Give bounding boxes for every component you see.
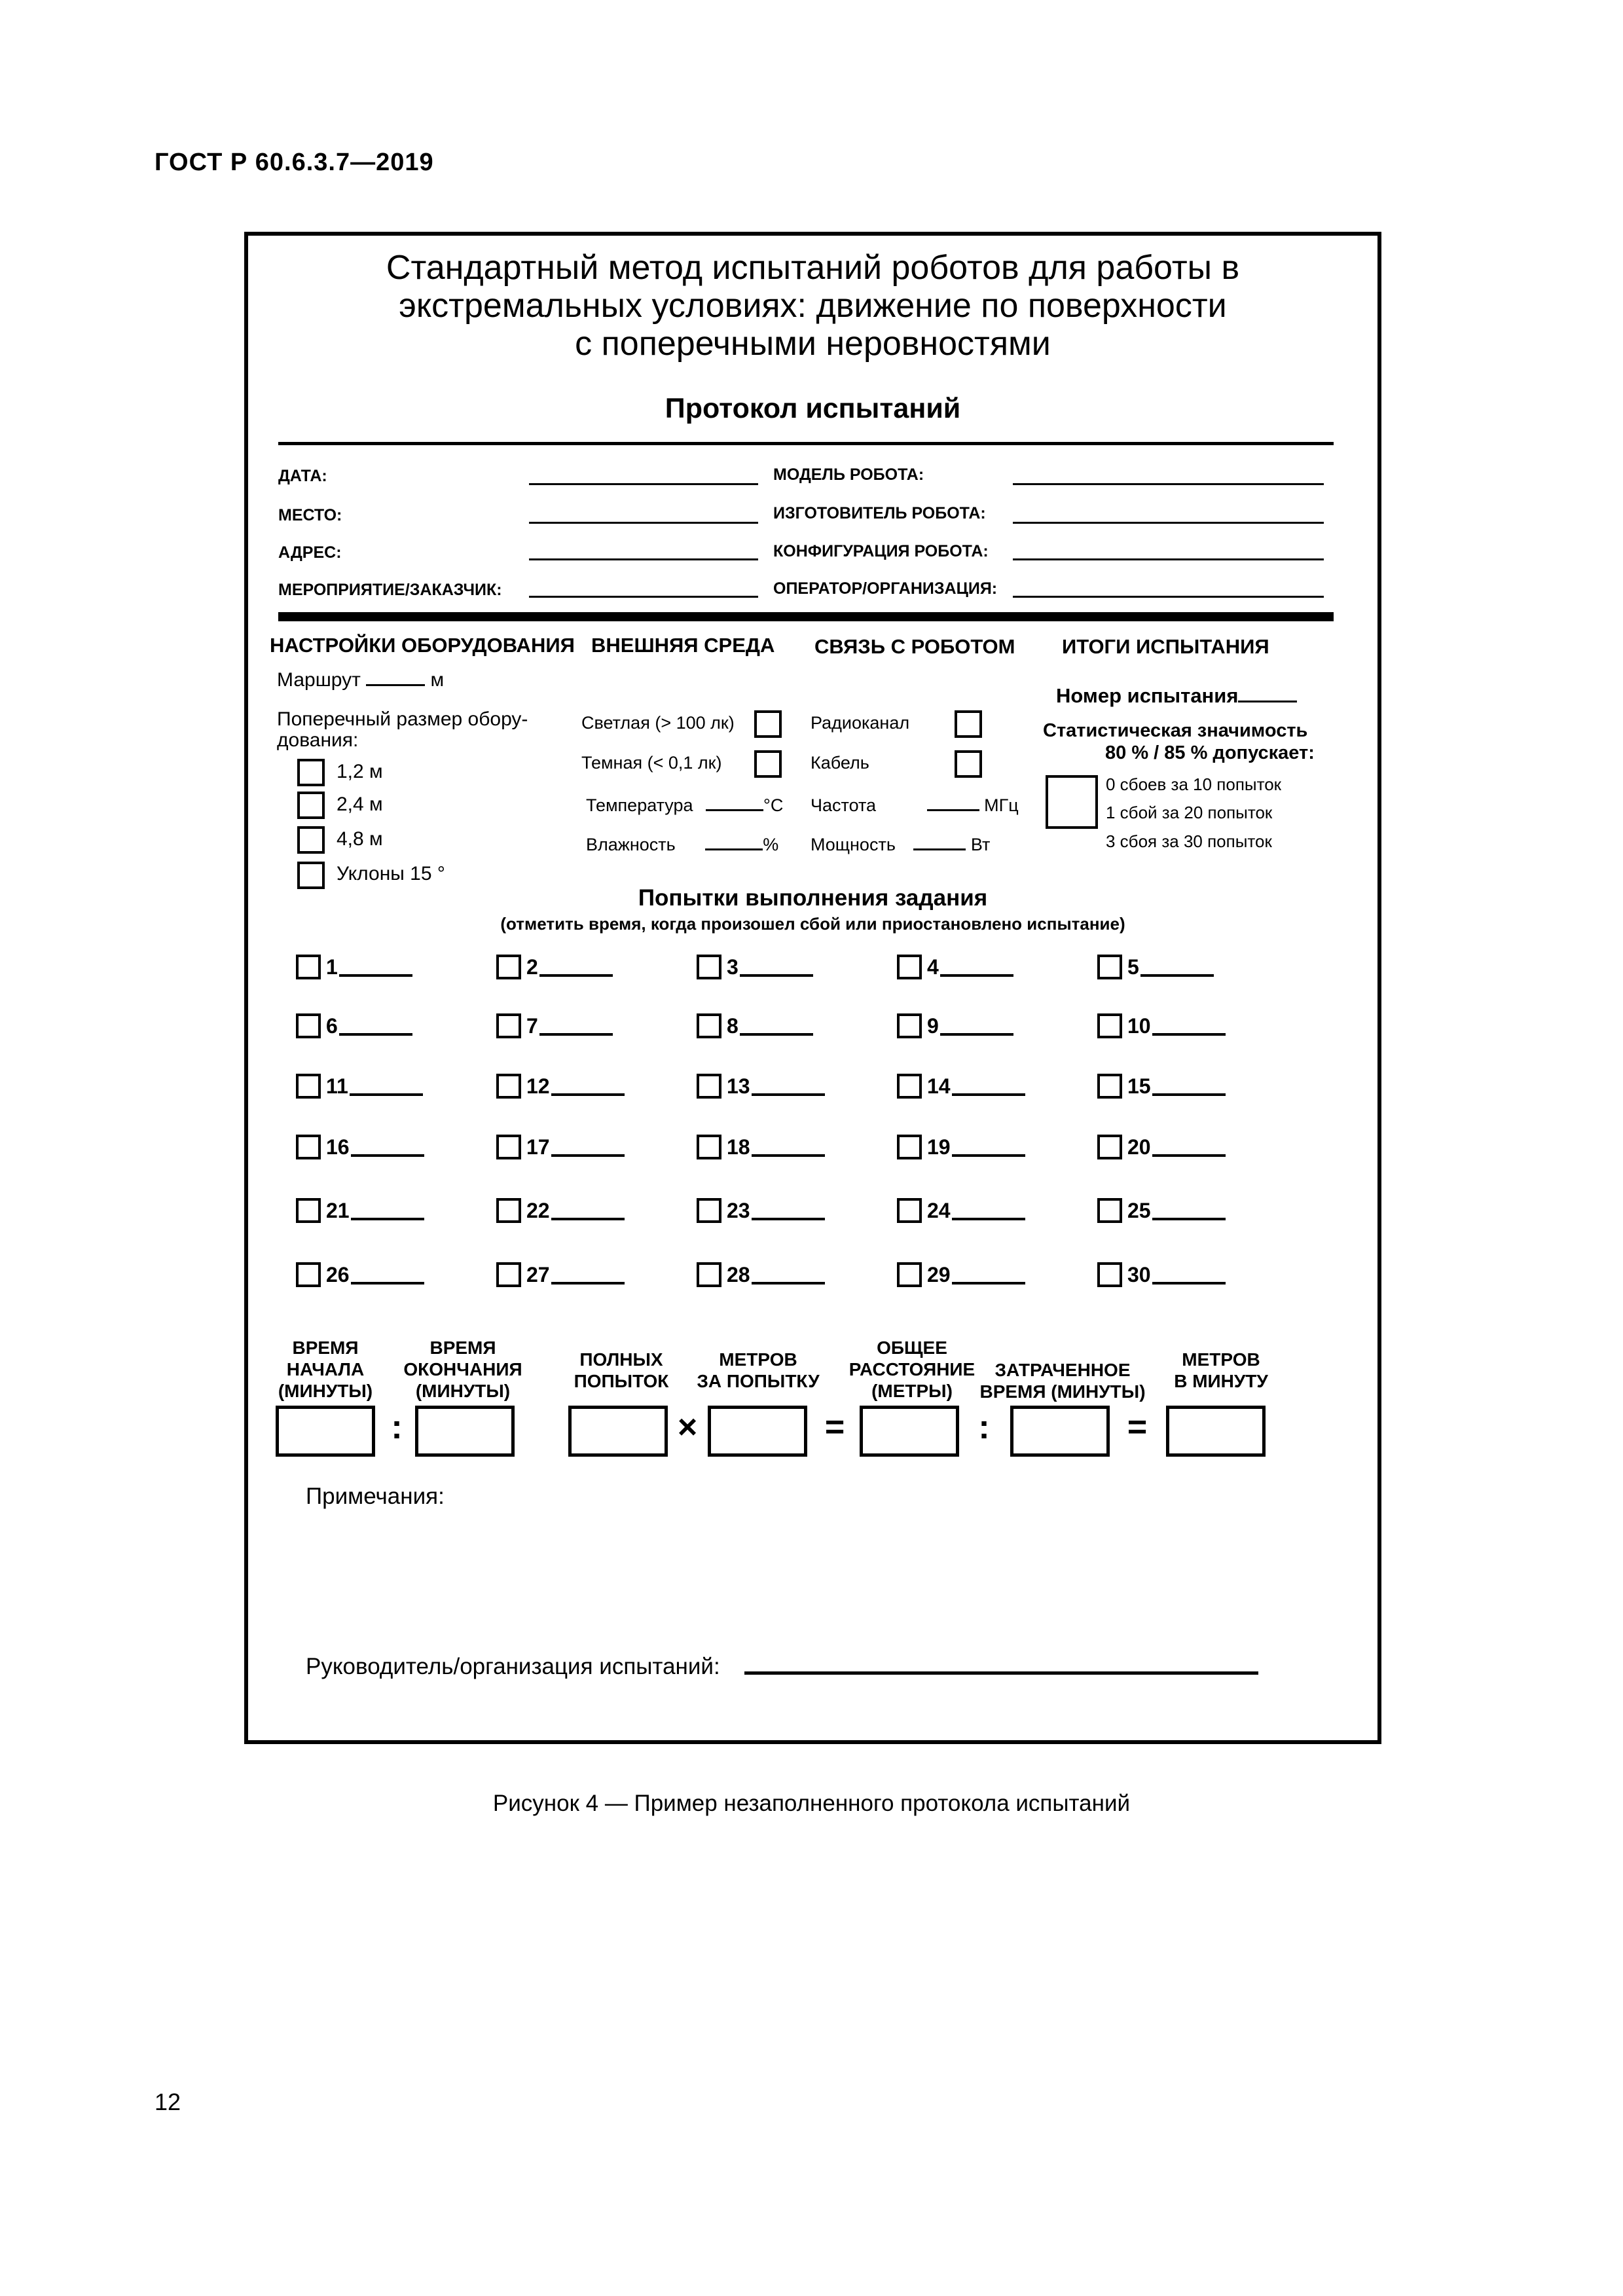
attempt-checkbox[interactable]	[296, 1013, 321, 1038]
attempt-number: 7	[526, 1014, 538, 1038]
attempt-time-blank[interactable]	[551, 1218, 625, 1220]
attempt-item[interactable]	[496, 1013, 613, 1038]
field-label: КОНФИГУРАЦИЯ РОБОТА:	[773, 542, 989, 560]
power-label: Мощность	[811, 835, 896, 854]
calc-header-meters-per-attempt	[693, 1349, 824, 1392]
attempt-time-blank[interactable]	[551, 1282, 625, 1285]
calc-header-total-distance	[843, 1337, 981, 1402]
operator-equals: =	[1127, 1408, 1148, 1446]
cross-size-label	[277, 709, 528, 751]
form-title-line: экстремальных условиях: движение по поверхности	[399, 287, 1227, 325]
attempt-time-blank[interactable]	[539, 1033, 613, 1036]
route-unit: м	[430, 669, 445, 691]
option-1-2m-checkbox[interactable]	[297, 759, 325, 786]
attempt-checkbox[interactable]	[897, 955, 922, 979]
attempt-number: 4	[927, 955, 939, 979]
significance-line: Статистическая значимость	[1043, 720, 1308, 741]
elapsed-time-box[interactable]	[1010, 1406, 1110, 1457]
attempt-number: 24	[927, 1199, 951, 1222]
significance-line: 80 % / 85 % допускает:	[1105, 742, 1315, 763]
attempt-number: 13	[727, 1074, 750, 1098]
attempt-time-blank[interactable]	[1152, 1093, 1226, 1096]
dark-label: Темная (< 0,1 лк)	[581, 753, 722, 773]
calc-header-line: ЗА ПОПЫТКУ	[697, 1371, 820, 1391]
attempt-number: 17	[526, 1135, 550, 1159]
attempt-item[interactable]	[1097, 1262, 1226, 1287]
attempt-time-blank[interactable]	[952, 1093, 1025, 1096]
attempt-number: 10	[1127, 1014, 1151, 1038]
full-attempts-box[interactable]	[568, 1406, 668, 1457]
attempt-item[interactable]	[897, 955, 1013, 979]
attempt-time-blank[interactable]	[952, 1282, 1025, 1285]
attempt-item[interactable]	[496, 1135, 625, 1159]
attempt-checkbox[interactable]	[697, 1262, 721, 1287]
attempt-checkbox[interactable]	[1097, 955, 1122, 979]
field-label: АДРЕС:	[278, 543, 342, 562]
attempt-item[interactable]	[296, 1013, 412, 1038]
route-field[interactable]	[277, 669, 444, 691]
attempt-time-blank[interactable]	[539, 974, 613, 977]
field-label: МОДЕЛЬ РОБОТА:	[773, 465, 924, 484]
calc-header-line: (МИНУТЫ)	[415, 1381, 511, 1401]
light-label: Светлая (> 100 лк)	[581, 713, 735, 733]
attempt-number: 27	[526, 1263, 550, 1286]
attempt-number: 5	[1127, 955, 1139, 979]
field-line[interactable]	[1013, 558, 1324, 560]
power-unit: Вт	[970, 835, 991, 854]
attempt-number: 14	[927, 1074, 951, 1098]
humidity-field[interactable]	[586, 835, 778, 855]
attempt-checkbox[interactable]	[496, 1135, 521, 1159]
calc-header-line: ПОПЫТОК	[574, 1371, 669, 1391]
attempt-time-blank[interactable]	[339, 974, 412, 977]
criteria-line: 1 сбой за 20 попыток	[1106, 803, 1273, 822]
attempt-time-blank[interactable]	[1152, 1033, 1226, 1036]
form-frame	[244, 232, 1381, 1744]
attempt-checkbox[interactable]	[697, 1135, 721, 1159]
attempt-checkbox[interactable]	[697, 1074, 721, 1099]
cross-size-label-line: дования:	[277, 729, 359, 751]
operator-colon: :	[391, 1408, 403, 1446]
calc-header-full-attempts	[566, 1349, 677, 1392]
divider-thick	[278, 612, 1334, 621]
option-label: 1,2 м	[337, 761, 383, 782]
field-label: МЕСТО:	[278, 506, 342, 524]
attempt-checkbox[interactable]	[697, 955, 721, 979]
attempt-number: 8	[727, 1014, 739, 1038]
attempt-number: 1	[326, 955, 338, 979]
power-blank[interactable]	[913, 848, 966, 850]
form-title-line: Стандартный метод испытаний роботов для работы в	[386, 249, 1240, 287]
start-time-box[interactable]	[276, 1406, 375, 1457]
attempt-item[interactable]	[897, 1013, 1013, 1038]
attempt-item[interactable]	[697, 1262, 825, 1287]
humidity-blank[interactable]	[705, 848, 763, 850]
attempt-number: 21	[326, 1199, 350, 1222]
option-label: 2,4 м	[337, 793, 383, 815]
attempt-number: 15	[1127, 1074, 1151, 1098]
attempt-item[interactable]	[1097, 1135, 1226, 1159]
temperature-blank[interactable]	[706, 809, 763, 811]
attempt-time-blank[interactable]	[350, 1093, 423, 1096]
attempt-item[interactable]	[697, 1013, 813, 1038]
option-label: 4,8 м	[337, 828, 383, 850]
settings-heading: НАСТРОЙКИ ОБОРУДОВАНИЯ	[270, 634, 575, 657]
frequency-unit: МГц	[984, 795, 1019, 815]
attempt-number: 3	[727, 955, 739, 979]
attempt-item[interactable]	[897, 1135, 1025, 1159]
attempt-checkbox[interactable]	[897, 1198, 922, 1223]
operator-multiply: ×	[677, 1408, 698, 1446]
attempt-item[interactable]	[897, 1074, 1025, 1099]
calc-header-line: МЕТРОВ	[1182, 1349, 1260, 1370]
attempt-checkbox[interactable]	[1097, 1198, 1122, 1223]
figure-caption: Рисунок 4 — Пример незаполненного протокола испытаний	[492, 1791, 1131, 1816]
attempt-item[interactable]	[496, 1262, 625, 1287]
calc-header-line: ОКОНЧАНИЯ	[403, 1359, 522, 1379]
dark-checkbox[interactable]	[754, 750, 782, 778]
attempt-time-blank[interactable]	[1140, 974, 1214, 977]
attempt-time-blank[interactable]	[351, 1154, 424, 1157]
option-4-8m-checkbox[interactable]	[297, 826, 325, 854]
option-label: Уклоны 15 °	[337, 863, 445, 884]
attempt-checkbox[interactable]	[496, 1262, 521, 1287]
document-code: ГОСТ Р 60.6.3.7—2019	[155, 149, 434, 176]
cable-label: Кабель	[811, 753, 869, 773]
attempt-item[interactable]	[296, 1262, 424, 1287]
calc-header-line: (МИНУТЫ)	[278, 1381, 373, 1401]
attempt-number: 12	[526, 1074, 550, 1098]
attempt-item[interactable]	[496, 1074, 625, 1099]
calc-header-line: ПОЛНЫХ	[579, 1349, 663, 1370]
attempt-time-blank[interactable]	[339, 1033, 412, 1036]
attempt-time-blank[interactable]	[952, 1154, 1025, 1157]
attempt-number: 29	[927, 1263, 951, 1286]
cross-size-label-line: Поперечный размер обору-	[277, 708, 528, 730]
page-number: 12	[155, 2088, 181, 2115]
attempt-number: 2	[526, 955, 538, 979]
attempt-number: 26	[326, 1263, 350, 1286]
field-line[interactable]	[529, 483, 758, 485]
attempt-item[interactable]	[1097, 1013, 1226, 1038]
calc-header-line: МЕТРОВ	[719, 1349, 797, 1370]
attempt-checkbox[interactable]	[296, 1262, 321, 1287]
attempt-item[interactable]	[697, 955, 813, 979]
supervisor-line[interactable]	[744, 1671, 1258, 1675]
humidity-label: Влажность	[586, 835, 676, 854]
attempt-item[interactable]	[897, 1262, 1025, 1287]
calc-header-end-time	[401, 1337, 525, 1402]
option-2-4m-checkbox[interactable]	[297, 792, 325, 819]
form-title-line: с поперечными неровностями	[575, 325, 1051, 363]
attempt-time-blank[interactable]	[351, 1218, 424, 1220]
attempt-checkbox[interactable]	[897, 1262, 922, 1287]
field-line[interactable]	[529, 558, 758, 560]
attempt-checkbox[interactable]	[897, 1074, 922, 1099]
attempt-item[interactable]	[897, 1198, 1025, 1223]
calc-header-line: ВРЕМЯ	[292, 1338, 359, 1358]
attempt-checkbox[interactable]	[496, 1198, 521, 1223]
attempt-time-blank[interactable]	[1152, 1154, 1226, 1157]
calc-header-line: (МЕТРЫ)	[871, 1381, 953, 1401]
result-box[interactable]	[1046, 775, 1098, 829]
attempt-time-blank[interactable]	[740, 974, 813, 977]
field-line[interactable]	[529, 522, 758, 524]
environment-heading: ВНЕШНЯЯ СРЕДА	[591, 634, 775, 657]
attempt-checkbox[interactable]	[496, 955, 521, 979]
calc-header-line: В МИНУТУ	[1174, 1371, 1268, 1391]
total-distance-box[interactable]	[860, 1406, 959, 1457]
route-blank[interactable]	[366, 684, 425, 686]
meters-per-attempt-box[interactable]	[708, 1406, 807, 1457]
criteria-line: 3 сбоя за 30 попыток	[1106, 831, 1272, 851]
attempt-checkbox[interactable]	[496, 1013, 521, 1038]
attempt-checkbox[interactable]	[296, 1074, 321, 1099]
attempt-time-blank[interactable]	[351, 1282, 424, 1285]
calc-header-meters-per-minute	[1165, 1349, 1277, 1392]
field-label: ИЗГОТОВИТЕЛЬ РОБОТА:	[773, 504, 986, 522]
calc-header-line: НАЧАЛА	[286, 1359, 365, 1379]
route-label: Маршрут	[277, 669, 361, 691]
attempt-checkbox[interactable]	[296, 1198, 321, 1223]
attempt-time-blank[interactable]	[1152, 1218, 1226, 1220]
attempt-number: 25	[1127, 1199, 1151, 1222]
attempt-number: 18	[727, 1135, 750, 1159]
frequency-label: Частота	[811, 795, 877, 815]
attempt-checkbox[interactable]	[296, 955, 321, 979]
calc-header-line: ОБЩЕЕ	[877, 1338, 947, 1358]
calc-header-start-time	[273, 1337, 378, 1402]
temperature-field[interactable]	[586, 795, 783, 816]
attempt-time-blank[interactable]	[740, 1033, 813, 1036]
calc-header-line: ВРЕМЯ	[429, 1338, 496, 1358]
attempt-item[interactable]	[697, 1198, 825, 1223]
radio-label: Радиоканал	[811, 713, 910, 733]
attempt-checkbox[interactable]	[697, 1013, 721, 1038]
test-number-blank[interactable]	[1238, 701, 1297, 702]
calc-header-line: ВРЕМЯ (МИНУТЫ)	[979, 1381, 1146, 1402]
attempt-time-blank[interactable]	[940, 1033, 1013, 1036]
attempt-checkbox[interactable]	[1097, 1135, 1122, 1159]
supervisor-label: Руководитель/организация испытаний:	[306, 1654, 720, 1679]
attempt-checkbox[interactable]	[1097, 1013, 1122, 1038]
attempt-number: 23	[727, 1199, 750, 1222]
attempt-item[interactable]	[296, 1198, 424, 1223]
attempt-item[interactable]	[496, 955, 613, 979]
attempt-time-blank[interactable]	[752, 1282, 825, 1285]
attempt-number: 19	[927, 1135, 951, 1159]
field-line[interactable]	[529, 596, 758, 598]
results-heading: ИТОГИ ИСПЫТАНИЯ	[1062, 635, 1269, 658]
humidity-unit: %	[763, 835, 779, 854]
temperature-unit: °C	[763, 795, 784, 815]
attempt-number: 20	[1127, 1135, 1151, 1159]
attempt-time-blank[interactable]	[752, 1218, 825, 1220]
attempt-checkbox[interactable]	[296, 1135, 321, 1159]
form-title	[244, 249, 1381, 363]
attempt-item[interactable]	[296, 955, 412, 979]
frequency-field[interactable]	[811, 795, 1019, 816]
attempt-time-blank[interactable]	[551, 1093, 625, 1096]
attempt-item[interactable]	[1097, 1074, 1226, 1099]
field-line[interactable]	[1013, 522, 1324, 524]
attempt-checkbox[interactable]	[496, 1074, 521, 1099]
criteria-line: 0 сбоев за 10 попыток	[1106, 774, 1282, 794]
attempt-item[interactable]	[496, 1198, 625, 1223]
attempt-item[interactable]	[1097, 955, 1214, 979]
form-subtitle: Протокол испытаний	[665, 393, 961, 424]
attempt-item[interactable]	[697, 1135, 825, 1159]
field-label: ОПЕРАТОР/ОРГАНИЗАЦИЯ:	[773, 579, 998, 598]
attempt-time-blank[interactable]	[752, 1093, 825, 1096]
meters-per-minute-box[interactable]	[1166, 1406, 1266, 1457]
attempt-checkbox[interactable]	[897, 1013, 922, 1038]
field-line[interactable]	[1013, 596, 1324, 598]
test-number-field[interactable]	[1056, 684, 1297, 708]
attempt-time-blank[interactable]	[752, 1154, 825, 1157]
operator-colon: :	[978, 1408, 990, 1446]
attempt-time-blank[interactable]	[551, 1154, 625, 1157]
calc-header-line: ЗАТРАЧЕННОЕ	[994, 1360, 1131, 1380]
attempts-heading: Попытки выполнения задания	[638, 885, 988, 911]
attempt-number: 6	[326, 1014, 338, 1038]
operator-equals: =	[824, 1408, 845, 1446]
frequency-blank[interactable]	[927, 809, 979, 811]
calc-header-elapsed-time	[974, 1359, 1151, 1402]
attempt-number: 9	[927, 1014, 939, 1038]
divider-top	[278, 442, 1334, 445]
test-number-label: Номер испытания	[1056, 684, 1239, 707]
field-label: ДАТА:	[278, 467, 327, 485]
radio-checkbox[interactable]	[955, 710, 982, 738]
attempt-item[interactable]	[296, 1074, 423, 1099]
attempt-time-blank[interactable]	[1152, 1282, 1226, 1285]
attempt-time-blank[interactable]	[952, 1218, 1025, 1220]
temperature-label: Температура	[586, 795, 693, 815]
attempt-number: 11	[326, 1074, 348, 1098]
attempt-checkbox[interactable]	[697, 1198, 721, 1223]
attempt-time-blank[interactable]	[940, 974, 1013, 977]
cable-checkbox[interactable]	[955, 750, 982, 778]
attempt-number: 28	[727, 1263, 750, 1286]
attempt-item[interactable]	[697, 1074, 825, 1099]
attempt-item[interactable]	[296, 1135, 424, 1159]
field-label: МЕРОПРИЯТИЕ/ЗАКАЗЧИК:	[278, 581, 502, 599]
light-checkbox[interactable]	[754, 710, 782, 738]
field-line[interactable]	[1013, 483, 1324, 485]
comms-heading: СВЯЗЬ С РОБОТОМ	[814, 635, 1015, 658]
attempt-item[interactable]	[1097, 1198, 1226, 1223]
end-time-box[interactable]	[415, 1406, 515, 1457]
attempt-checkbox[interactable]	[1097, 1262, 1122, 1287]
calc-header-line: РАССТОЯНИЕ	[848, 1359, 976, 1379]
attempt-number: 22	[526, 1199, 550, 1222]
notes-label: Примечания:	[306, 1484, 445, 1509]
attempts-note: (отметить время, когда произошел сбой или приостановлено испытание)	[500, 914, 1125, 934]
power-field[interactable]	[811, 835, 990, 855]
attempt-number: 16	[326, 1135, 350, 1159]
attempt-checkbox[interactable]	[897, 1135, 922, 1159]
attempt-number: 30	[1127, 1263, 1151, 1286]
attempt-checkbox[interactable]	[1097, 1074, 1122, 1099]
